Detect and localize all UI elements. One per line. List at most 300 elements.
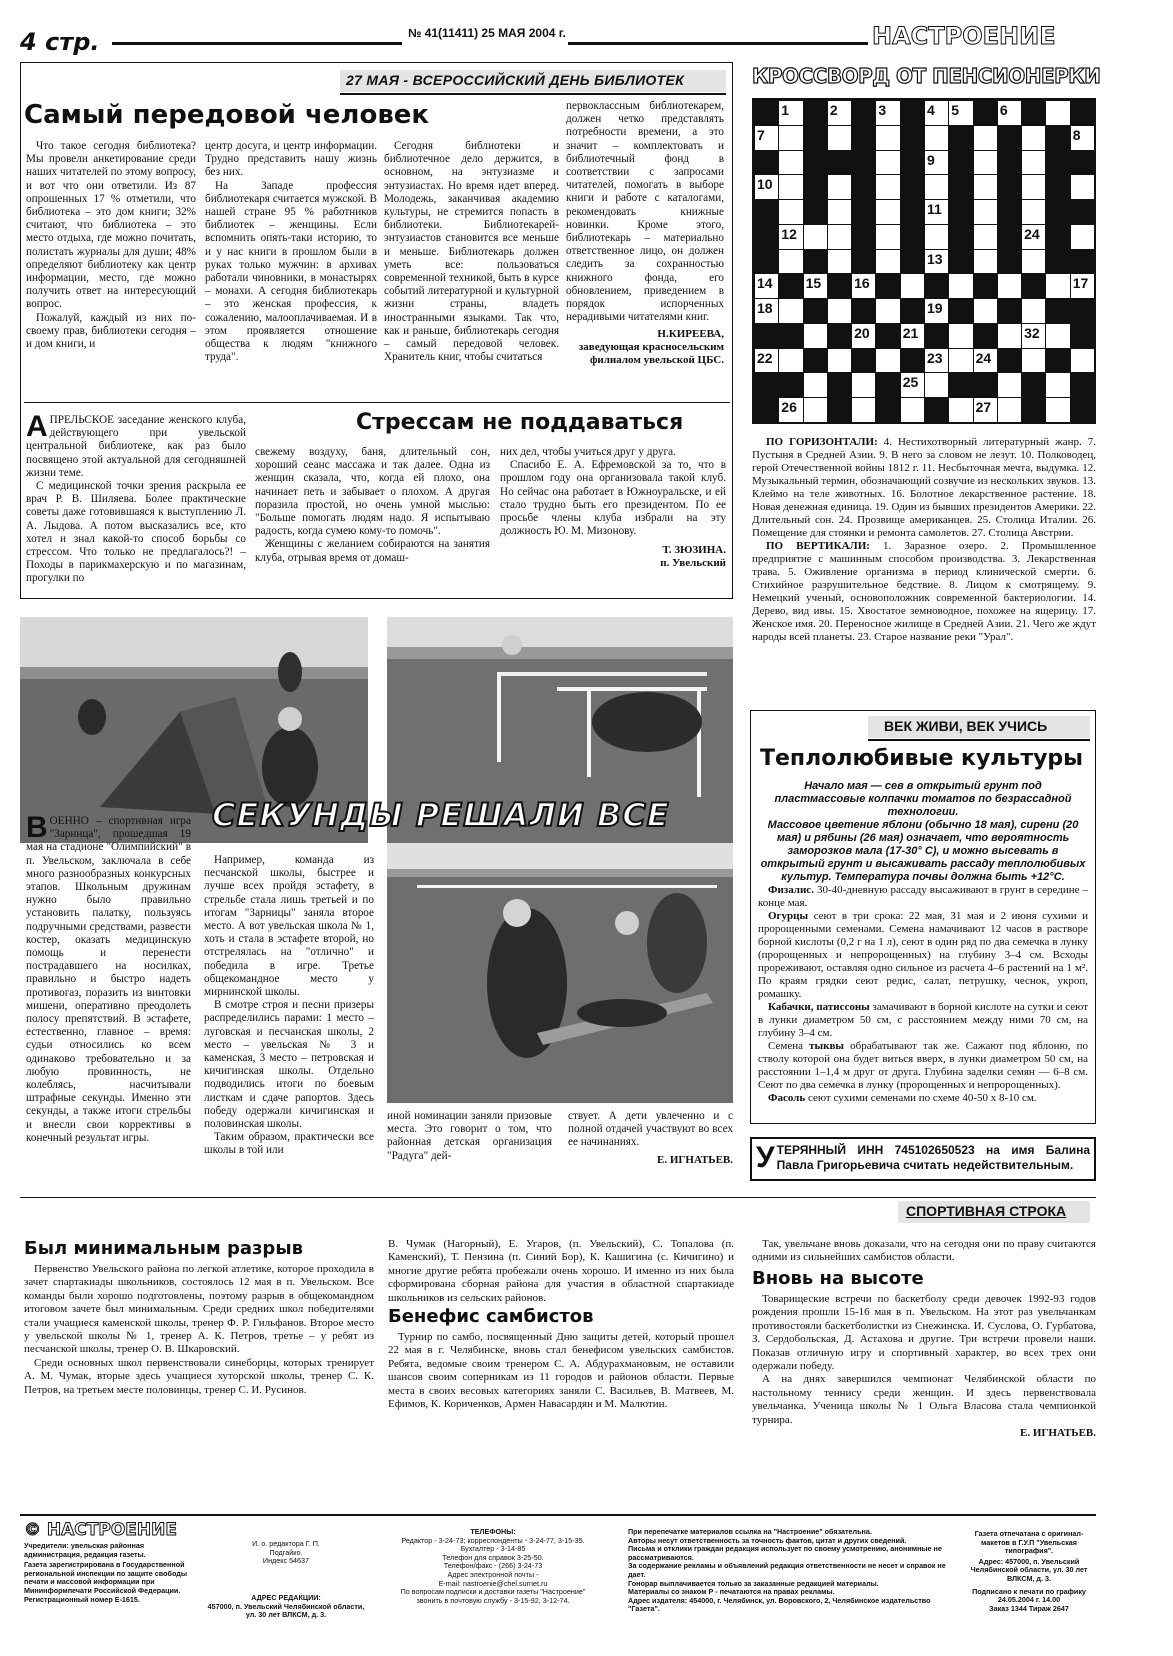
footer-phone-line: Телефон для справок 3-25-50. <box>442 1552 544 1562</box>
crossword-down <box>752 540 1096 644</box>
crossword-cell <box>827 372 852 398</box>
crossword-cell <box>900 397 925 423</box>
crossword-cell <box>948 348 973 374</box>
garden-p1 <box>758 884 1088 910</box>
crossword-cell <box>875 174 900 200</box>
garden-p2-head: Огурцы <box>768 910 809 922</box>
library-col4-text: первоклассным библиотекарем, должен четко представлять потребности времени, а это значит – комплектовать и библиотечный фонд в соответствии с запросами читателей, помогать в выборе книги и работе с каталогами, рекомендовать книжные новинки. Кроме этого, библиотекарь – материально ответственное лицо, он должен следить за сохранностью книжного фонда, его обновлением, приведением в порядок испорченных нерадивыми читателями книг. <box>566 100 724 324</box>
crossword-cell <box>1021 397 1046 423</box>
library-col1b-text: Пожалуй, каждый из них по-своему прав, библиотеки сегодня – и дом книги, и <box>26 311 196 351</box>
footer-rule-line: Авторы несут ответственность за точность фактов, цитат и других сведений. <box>628 1535 907 1545</box>
crossword-cell <box>1070 323 1095 349</box>
crossword-cell <box>948 174 973 200</box>
crossword-cell <box>997 249 1022 275</box>
crossword-cell <box>1045 199 1070 225</box>
sport-a1-cont <box>388 1238 734 1305</box>
library-col2b-text: На Западе профессия библиотекаря считается мужской. В нашей стране 95 % работников библиотек – женщины. Если вспомнить опять-таки историю, то и у нас книги в прошлом были в руках только мужчин: в архивах работали чиновники, в монастырях – монахи. А сегодня библиотекарь – это женская профессия, к сожалению, малооплачиваемая. И в этом проявляется отношение общества к людям "книжного труда". <box>205 179 377 364</box>
crossword-cell <box>900 224 925 250</box>
sport-a1-body <box>24 1263 374 1397</box>
crossword-grid <box>752 98 1096 424</box>
crossword-cell <box>1021 150 1046 176</box>
garden-p3-head: Кабачки, патиссоны <box>768 1001 870 1013</box>
stress-col2-text: свежему воздуху, баня, длительный сон, хороший сеанс массажа и так далее. Одна из женщин сказала, что, когда ей плохо, она начинает петь и забывает о плохом. А другая поразила простой, но очень умной мыслью: "Больше помогать людям надо. Я испытываю радость, когда сумею кому-то помочь". <box>255 446 490 538</box>
crossword-cell <box>900 298 925 324</box>
crossword-cell <box>997 224 1022 250</box>
crossword-number: 24 <box>975 349 992 366</box>
crossword-cell <box>1045 372 1070 398</box>
crossword-cell <box>973 372 998 398</box>
crossword-cell <box>851 298 876 324</box>
crossword-cell <box>924 397 949 423</box>
footer-rule-line: Адрес издателя: 454000, г. Челябинск, ул. Воровского, 2, Челябинское издательство "Газета". <box>628 1595 931 1614</box>
crossword-cell <box>1045 298 1070 324</box>
crossword-cell <box>900 100 925 126</box>
crossword-number: 4 <box>927 102 935 118</box>
sport-a1-cont-text: В. Чумак (Нагорный), Е. Угаров, (п. Увельский), С. Топалова (п. Каменский), Т. Пензина (п. Синий Бор), К. Кашигина (с. Кичигино) и многие другие ребята пробежали очень хорошо. И именно из них была сформирована сборная района для участия в областной спартакиаде школьников из сельских районов. <box>388 1238 734 1304</box>
crossword-cell <box>1045 150 1070 176</box>
crossword-cell <box>803 100 828 126</box>
footer-registered-text: Газета зарегистрирована в Государственной региональной инспекции по защите свободы печати и массовой информации при Мининформпечати Российской Федерации. Регистрационный номер Е-1615. <box>24 1560 187 1604</box>
zarnitsa-col-2 <box>204 854 374 1158</box>
crossword-cell <box>900 125 925 151</box>
crossword-cell <box>900 150 925 176</box>
crossword-cell <box>851 348 876 374</box>
crossword-cell <box>851 174 876 200</box>
crossword-cell <box>1070 150 1095 176</box>
sport-sign: Е. ИГНАТЬЕВ. <box>1020 1427 1096 1440</box>
crossword-cell <box>1070 199 1095 225</box>
crossword-cell <box>1021 174 1046 200</box>
lost-text: ТЕРЯННЫЙ ИНН 745102650523 на имя Балина Павла Григорьевича считать недействительным. <box>776 1143 1090 1172</box>
crossword-cell <box>754 249 779 275</box>
library-col-2 <box>205 140 377 364</box>
crossword-cell <box>1045 125 1070 151</box>
crossword-across-text: 4. Нестихотворный литературный жанр. 7. Пустыня в Средней Азии. 9. В него за словом не лезут. 10. Полководец, герой Отечественной войны 1812 г. 11. Несбыточная мечта, выдумка. 12. Музыкальный термин, обозначающий созвучие из нескольких звуков. 13. Клеймо на теле животных. 16. Болотное лекарственное растение. 18. Новая денежная единица. 19. Один из бывших президентов Америки. 22. Длительный сон. 24. Прозвище американцев. 25. Столица Италии. 26. Помещение для стоянки и ремонта самолетов. 27. Столица Австрии. <box>752 436 1097 539</box>
header-rule-left <box>112 42 402 45</box>
garden-p5-head: Фасоль <box>768 1092 806 1104</box>
crossword-cell <box>973 323 998 349</box>
sport-a2-body <box>388 1331 734 1411</box>
crossword-number: 27 <box>975 399 992 416</box>
footer-phones-title: ТЕЛЕФОНЫ: <box>470 1527 516 1536</box>
garden-p5-text: сеют сухими семенами по схеме 40-50 х 8-10 см. <box>807 1092 1037 1104</box>
crossword-cell <box>948 224 973 250</box>
crossword-cell <box>900 348 925 374</box>
crossword-cell <box>778 249 803 275</box>
garden-p4-head: тыквы <box>809 1040 844 1052</box>
crossword-cell <box>924 273 949 299</box>
crossword-cell <box>997 125 1022 151</box>
crossword-number: 13 <box>927 250 943 267</box>
footer-address-text: 457000, п. Увельский Челябинской области, ул. 30 лет ВЛКСМ, д. 3. <box>207 1601 365 1620</box>
crossword-cell <box>997 273 1022 299</box>
footer-printed-text: Газета отпечатана с оригинал-макетов в Г.У.П "Увельская типография". <box>974 1529 1084 1556</box>
crossword-cell <box>875 298 900 324</box>
footer-phone-line: Редактор - 3-24-73; корреспонденты - 3-24-77, 3-15-35. <box>401 1535 585 1545</box>
garden-kicker-rule <box>868 739 1090 741</box>
footer-index-text: Индекс 54637 <box>262 1556 310 1566</box>
crossword-cell <box>900 273 925 299</box>
crossword-cell <box>1070 348 1095 374</box>
crossword-cell <box>827 323 852 349</box>
footer-rule <box>20 1514 1096 1516</box>
crossword-cell <box>778 372 803 398</box>
library-kicker-rule <box>340 93 726 95</box>
crossword-cell <box>997 372 1022 398</box>
crossword-cell <box>1021 298 1046 324</box>
crossword-cell <box>754 397 779 423</box>
crossword-cell <box>851 372 876 398</box>
crossword-cell <box>827 397 852 423</box>
crossword-cell <box>948 323 973 349</box>
crossword-cell <box>973 100 998 126</box>
crossword-cell <box>875 273 900 299</box>
crossword-cell <box>875 323 900 349</box>
crossword-cell <box>1021 249 1046 275</box>
crossword-cell <box>900 174 925 200</box>
library-col-1 <box>26 140 196 351</box>
crossword-number: 25 <box>902 374 919 391</box>
crossword-number: 21 <box>902 324 919 341</box>
footer-founders-text: Учредители: увельская районная администрация, редакция газеты. <box>24 1541 146 1559</box>
library-sign-role: заведующая красносельским филиалом увельской ЦБС. <box>578 341 724 367</box>
footer-rules-list <box>628 1528 952 1614</box>
crossword-cell <box>803 372 828 398</box>
sport-a1-title: Был минимальным разрыв <box>24 1238 303 1259</box>
footer-rule-line: Материалы со знаком Р - печатаются на правах рекламы. <box>628 1587 835 1597</box>
crossword-number: 12 <box>781 225 797 242</box>
crossword-cell <box>851 249 876 275</box>
footer-address-title: АДРЕС РЕДАКЦИИ: <box>251 1593 321 1602</box>
crossword-cell <box>1070 100 1095 126</box>
footer-phone-line: Адрес электронной почты - <box>447 1569 539 1579</box>
footer-rule-line: За содержание рекламы и объявлений редакция ответственности не несет и справок не дает. <box>628 1561 946 1579</box>
stress-col1-text: ПРЕЛЬСКОЕ заседание женского клуба, действующего при увельской центральной библиотеке, как раз было посвящено этой актуальной для сегодняшней жизни теме. <box>26 414 246 479</box>
stress-sign-role: п. Увельский <box>660 557 726 570</box>
crossword-number: 19 <box>927 300 943 317</box>
crossword-cell <box>948 372 973 398</box>
footer-address <box>202 1594 370 1620</box>
garden-p1-text: 30-40-дневную рассаду высаживают в грунт в середине – конце мая. <box>758 884 1089 909</box>
crossword-cell <box>997 397 1022 423</box>
crossword-cell <box>827 125 852 151</box>
crossword-number: 24 <box>1024 225 1040 242</box>
zarnitsa-col-3 <box>387 1110 552 1163</box>
library-col-3 <box>384 140 559 364</box>
footer-rule-line: Письма и отклики граждан редакция использует по своему усмотрению, анонимные не рассматриваются. <box>628 1544 942 1562</box>
crossword-cell <box>827 150 852 176</box>
garden-p4 <box>758 1040 1088 1092</box>
brand-logo: НАСТРОЕНИЕ <box>872 22 1056 50</box>
crossword-cell <box>754 199 779 225</box>
crossword-cell <box>875 199 900 225</box>
crossword-number: 26 <box>781 399 797 416</box>
crossword-cell <box>778 348 803 374</box>
crossword-number: 20 <box>854 324 870 341</box>
zarnitsa-col2b-text: В смотре строя и песни призеры распределились парами: 1 место – луговская и песчанская школы, 2 место – увельская № 3 и каменская, 3 место – петровская и кичигинская школы. Отдельно подводились итоги по боевым листкам и сдаче рапортов. Здесь победу одержали кичигинская и половинская школы. <box>204 999 374 1131</box>
footer-rules <box>628 1528 952 1614</box>
crossword-cell <box>1045 323 1070 349</box>
crossword-cell <box>875 348 900 374</box>
crossword-cell <box>754 224 779 250</box>
crossword-cell <box>803 323 828 349</box>
crossword-number: 14 <box>757 275 773 292</box>
crossword-number: 18 <box>757 300 773 317</box>
garden-body <box>758 780 1088 1105</box>
sport-a1-p2: Среди основных школ первенствовали синеборцы, которых тренирует А. М. Чумак, вторые здесь учащиеся хуторской школы, тренер С. К. Петров, на третьем месте половинцы, тренер С. И. Русинов. <box>24 1356 374 1396</box>
footer-signed: Подписано к печати по графику 24.05.2004 г. 14.00 <box>972 1586 1086 1605</box>
sport-a2-cont-text: Так, увельчане вновь доказали, что на сегодня они по праву считаются одними из сильнейших самбистов области. <box>752 1238 1096 1264</box>
crossword-cell <box>1021 199 1046 225</box>
footer-phone-line: звонить в почтовую службу - 3-15-92, 3-12-74. <box>416 1595 570 1605</box>
stress-col-1 <box>26 410 246 586</box>
garden-p3-text: замачивают в борной кислоте на сутки и сеют в лунки диаметром 50 см, с расстоянием между ними 70 см, на глубину 3–4 см. <box>758 1001 1088 1039</box>
library-divider <box>24 402 730 403</box>
garden-p2-text: сеют в три срока: 22 мая, 31 мая и 2 июня сухими и пророщенными семенами. Семена намачивают 12 часов в растворе борной кислоты (0,2 г на 1 л), сеют в один ряд по два семечка в лунку (пророщенных и непророщенных) на глубину 3–4 см. Всходы прореживают, оставляя одно сильное из расчета 4–6 растений на 1 м². По краям грядки сеют редис, салат, петрушку, чеснок, укроп, ромашку. <box>758 910 1088 1000</box>
library-col-4 <box>566 100 724 367</box>
zarnitsa-col-4 <box>568 1110 733 1167</box>
crossword-cell <box>875 150 900 176</box>
footer-phones <box>382 1528 604 1605</box>
zarnitsa-dropcap: В <box>26 811 48 844</box>
stress-col-2 <box>255 446 490 565</box>
crossword-cell <box>851 199 876 225</box>
crossword-cell <box>1021 348 1046 374</box>
footer-phone-line: Бухгалтер - 3-14-85 <box>460 1544 526 1554</box>
sport-a3-title: Вновь на высоте <box>752 1268 924 1289</box>
crossword-cell <box>875 372 900 398</box>
crossword-number: 23 <box>927 349 943 366</box>
crossword-cell <box>973 125 998 151</box>
crossword-number: 8 <box>1072 126 1081 143</box>
photo-stretcher <box>387 843 733 1103</box>
garden-p4-pre: Семена <box>768 1040 803 1052</box>
footer-phone-line: Телефон/факс - (266) 3-24-73 <box>443 1561 543 1571</box>
crossword-number: 6 <box>999 102 1008 118</box>
crossword-number: 7 <box>757 126 765 143</box>
library-col1-text: Что такое сегодня библиотека? Мы провели анкетирование среди наших читателей по этому вопросу, и вот что они ответили. Из 87 опрошенных 17 % отметили, что библиотека – это дом книги; 32% считают, что библиотека – это место отдыха, где можно почитать, полистать журналы для души; 48% определяют библиотеку как центр информации, место, где можно получить ответ на интересующий вопрос. <box>26 140 196 311</box>
crossword-cell <box>948 199 973 225</box>
crossword-cell <box>778 150 803 176</box>
crossword-cell <box>803 348 828 374</box>
crossword-number: 32 <box>1024 324 1040 341</box>
crossword-cell <box>997 348 1022 374</box>
lost-notice <box>756 1143 1090 1173</box>
crossword-cell <box>851 125 876 151</box>
crossword-cell <box>924 323 949 349</box>
sport-a3-p2: А на днях завершился чемпионат Челябинской области по настольному теннису среди женщин. И здесь первенствовала увельчанка. Ученица школы № 1 Ольга Власова стала чемпионкой турнира. <box>752 1373 1096 1426</box>
crossword-cell <box>1070 224 1095 250</box>
crossword-cell <box>1045 249 1070 275</box>
crossword-cell <box>948 150 973 176</box>
garden-kicker: ВЕК ЖИВИ, ВЕК УЧИСЬ <box>884 718 1048 734</box>
crossword-cell <box>973 249 998 275</box>
crossword-cell <box>1045 397 1070 423</box>
crossword-cell <box>851 397 876 423</box>
footer-phones-list <box>382 1537 604 1606</box>
stress-col3-text: них дел, чтобы учиться друг у друга. <box>500 446 676 458</box>
footer-editor-text: И. о. редактора Г. П. Подгайко. <box>252 1539 320 1557</box>
library-col2-text: центр досуга, и центр информации. Трудно представить нашу жизнь без них. <box>205 140 377 179</box>
zarnitsa-sign: Е. ИГНАТЬЕВ. <box>657 1153 733 1166</box>
library-kicker: 27 МАЯ - ВСЕРОССИЙСКИЙ ДЕНЬ БИБЛИОТЕК <box>346 72 685 88</box>
crossword-down-text: 1. Заразное озеро. 2. Промышленное предприятие с машинным способом производства. 3. Лекарственная трава. 5. Оживление организма в период клинической смерти. 6. Стихийное разрушительное бедствие. 8. Лицом к смотрящему. 9. Немецкий ученый, основоположник современной бактериологии. 14. Дерево, вид ивы. 15. Хвостатое земноводное, похожее на ящерицу. 17. Женское имя. 20. Переносное жилище в Средней Азии. 21. Чего же ждут народы всей планеты. 23. Старое название реки "Урал". <box>752 540 1096 643</box>
crossword-cell <box>778 323 803 349</box>
stress-title: Стрессам не поддаваться <box>356 410 684 435</box>
crossword-cell <box>1045 100 1070 126</box>
crossword-cell <box>827 273 852 299</box>
crossword-cell <box>1021 100 1046 126</box>
crossword-cell <box>827 249 852 275</box>
crossword-cell <box>973 174 998 200</box>
garden-lead-2: Массовое цветение яблони (обычно 18 мая), сирени (20 мая) и рябины (26 мая) означает, что вероятность заморозков мала (17-30° С), и можно высевать в открытый грунт и высаживать рассаду теплолюбивых культур. Температура почвы должна быть +12°С. <box>760 819 1086 883</box>
crossword-cell <box>851 150 876 176</box>
crossword-cell <box>827 224 852 250</box>
crossword-cell <box>875 125 900 151</box>
crossword-cell <box>827 298 852 324</box>
zarnitsa-col1-text: ОЕННО – спортивная игра "Зарница", прошедшая 19 мая на стадионе "Олимпийский" в п. Увельском, заключала в себе много разнообразных конкурсных этапов. Школьным дружинам нужно было правильно установить палатку, пользуясь подручными средствами, развести костер, оказать медицинскую помощь и перенести пострадавшего на носилках, правильно и быстро надеть противогаз, поразить из винтовки мишени, оперативно преодолеть полосу препятствий. В эстафете, естественно, главное – время: судьи относились ко всем одинаково требовательно и за любую провинность, не колеблясь, насчитывали штрафные секунды. Именно эти секунды, а также итоги стрельбы и внесли свои коррективы в конечный результат игры. <box>26 815 191 1144</box>
crossword-cell <box>803 298 828 324</box>
footer-founders <box>24 1542 192 1604</box>
footer-printed <box>964 1530 1094 1613</box>
crossword-cell <box>851 224 876 250</box>
issue-date: № 41(11411) 25 МАЯ 2004 г. <box>408 26 566 40</box>
footer-editor <box>236 1540 336 1566</box>
garden-p4-text: обрабатывают так же. Сажают под яблоню, по стволу которой она будет виться вверх, в лунки диаметром 50 см, на расстоянии 1–1,4 м друг от друга. Глубина заделки семян — 6–8 см. Сеют по два семечка в лунку (пророщенных и непророщенных). <box>758 1040 1088 1091</box>
crossword-cell <box>1021 125 1046 151</box>
crossword-cell <box>924 174 949 200</box>
crossword-across-label: ПО ГОРИЗОНТАЛИ: <box>766 436 878 448</box>
crossword-cell <box>1070 397 1095 423</box>
crossword-cell <box>924 224 949 250</box>
crossword-cell <box>1045 348 1070 374</box>
stress-col3b-text: Спасибо Е. А. Ефремовской за то, что в прошлом году она организовала такой клуб. Но сейчас она работает в Южноуральске, и ей стало трудно быть его президентом. По ее просьбе члены клуба избрали на эту должность Ю. М. Мизонову. <box>500 459 726 538</box>
crossword-cell <box>827 199 852 225</box>
crossword-cell <box>803 224 828 250</box>
crossword-cell <box>924 125 949 151</box>
crossword-number: 15 <box>805 275 822 292</box>
crossword-cell <box>827 348 852 374</box>
library-sign-name: Н.КИРЕЕВА, <box>657 328 724 341</box>
crossword-cell <box>948 298 973 324</box>
crossword-number: 16 <box>854 275 870 292</box>
crossword-cell <box>875 249 900 275</box>
lost-dropcap: У <box>756 1141 775 1174</box>
zarnitsa-col1-para <box>26 811 191 1145</box>
crossword-cell <box>973 199 998 225</box>
crossword-cell <box>1070 174 1095 200</box>
crossword-cell <box>973 273 998 299</box>
crossword-across <box>752 436 1096 540</box>
stress-col-3 <box>500 446 726 570</box>
crossword-number: 22 <box>757 349 773 366</box>
footer-phone-line: E-mail: nastroenie@chel.surnet.ru <box>438 1578 548 1588</box>
page-number: 4 стр. <box>20 28 100 56</box>
stress-col1-para <box>26 410 246 480</box>
crossword-cell <box>973 298 998 324</box>
crossword-down-label: ПО ВЕРТИКАЛИ: <box>766 540 870 552</box>
crossword-cell <box>754 150 779 176</box>
crossword-cell <box>1070 298 1095 324</box>
crossword-cell <box>973 224 998 250</box>
crossword-cell <box>778 298 803 324</box>
crossword-cell <box>924 372 949 398</box>
crossword-cell <box>1021 273 1046 299</box>
crossword-cell <box>827 174 852 200</box>
zarnitsa-title: СЕКУНДЫ РЕШАЛИ ВСЕ <box>212 796 670 834</box>
crossword-cell <box>997 150 1022 176</box>
stress-dropcap: А <box>26 410 48 443</box>
crossword-cell <box>948 125 973 151</box>
sport-a3-body <box>752 1293 1096 1440</box>
footer-rule-line: При перепечатке материалов ссылка на "Настроение" обязательна. <box>628 1527 872 1536</box>
footer-rule-line: Гонорар выплачивается только за заказанные редакцией материалы. <box>628 1578 879 1588</box>
zarnitsa-col4-text: ствует. А дети увлеченно и с полной отдачей участвуют во всех ее начинаниях. <box>568 1110 733 1149</box>
crossword-cell <box>997 323 1022 349</box>
sport-a3-p1: Товарищеские встречи по баскетболу среди девочек 1992-93 годов рождения прошли 15-16 мая в п. Увельском. На этот раз увельчанкам противостояли баскетболистки из Снежинска. И. Суслова, О. Гурбатова, З. Сердобольская, Д. Астахова и другие. Три встречи провели наши. Показав отличную игру и спортивный характер, во всех трех они одержали победу. <box>752 1293 1096 1373</box>
zarnitsa-col2-text: Например, команда из песчанской школы, быстрее и лучше всех пройдя эстафету, в стрельбе стала лишь третьей и по итогам "Зарницы" заняла второе место. А вот увельская школа № 1, хоть и стала в эстафете второй, но отстрелялась на "отлично" и победила в игре. Третье общекомандное место у мирнинской школы. <box>204 854 374 999</box>
crossword-cell <box>1070 372 1095 398</box>
crossword-cell <box>1045 174 1070 200</box>
crossword-cell <box>973 150 998 176</box>
crossword-clues <box>752 436 1096 644</box>
crossword-cell <box>778 199 803 225</box>
stress-col1b-text: С медицинской точки зрения раскрыла ее врач Р. В. Шиляева. Более практические советы даже готовившаяся к выступлению Л. А. Лыдова. А потом высказались все, кто хотел и знал какой-то способ борьбы со стрессом. Что только не предлагалось?! – Походы в парикмахерскую и по магазинам, прогулки по <box>26 480 246 585</box>
crossword-cell <box>1045 273 1070 299</box>
crossword-cell <box>900 199 925 225</box>
crossword-cell <box>803 397 828 423</box>
crossword-title: КРОССВОРД ОТ ПЕНСИОНЕРКИ <box>752 64 1101 88</box>
crossword-number: 3 <box>878 102 887 118</box>
crossword-cell <box>803 125 828 151</box>
crossword-cell <box>875 224 900 250</box>
garden-title: Теплолюбивые культуры <box>760 746 1084 771</box>
sport-a2-text: Турнир по самбо, посвященный Дню защиты детей, который прошел 22 мая в г. Челябинске, вновь стал бенефисом увельских самбистов. Ребята, ведомые своим тренером С. А. Абдурахмановым, не оставили шансов своим соперникам из 11 городов и районов области. Первые места в своих весовых категориях заняли С. Васильев, В. Матвеев, М. Ефимов, К. Кориченков, Армен Навасардян и М. Малютин. <box>388 1331 734 1411</box>
crossword-cell <box>997 298 1022 324</box>
crossword-cell <box>1021 372 1046 398</box>
crossword-cell <box>948 249 973 275</box>
crossword-cell <box>851 100 876 126</box>
footer-phone-line: По вопросам подписки и доставки газеты "Настроение" <box>400 1587 586 1597</box>
crossword-cell <box>1070 249 1095 275</box>
crossword-number: 1 <box>781 102 790 118</box>
crossword-cell <box>778 273 803 299</box>
library-col3-text: Сегодня библиотеки и библиотечное дело держится, в основном, на энтузиазме и энтузиастах. Но время идет вперед. Молодежь, заканчивая академию культуры, не стремится попасть в библиотеки. Библиотекарей-энтузиастов становится все меньше и меньше. Библиотекарь должен уметь все: пользоваться современной техникой, быть в курсе событий литературной и культурной жизни страны, владеть иностранными языками. Так что, как и раньше, библиотекарь сегодня – самый передовой человек. Хранитель книг, чтобы считаться <box>384 140 559 364</box>
garden-lead-1: Начало мая — сев в открытый грунт под пластмассовые колпачки томатов по безрассадной технологии. <box>774 780 1072 818</box>
footer-order: Заказ 1344 Тираж 2647 <box>989 1603 1069 1613</box>
crossword-cell <box>997 199 1022 225</box>
sport-kicker: СПОРТИВНАЯ СТРОКА <box>906 1203 1067 1219</box>
crossword-cell <box>875 397 900 423</box>
crossword-cell <box>754 100 779 126</box>
zarnitsa-col-1 <box>26 811 191 1145</box>
crossword-cell <box>997 174 1022 200</box>
crossword-cell <box>948 273 973 299</box>
crossword-cell <box>803 150 828 176</box>
crossword-number: 11 <box>927 201 942 218</box>
stress-sign-name: Т. ЗЮЗИНА. <box>662 544 726 557</box>
crossword-cell <box>900 249 925 275</box>
zarnitsa-col2c-text: Таким образом, практически все школы в той или <box>204 1131 374 1157</box>
crossword-cell <box>803 199 828 225</box>
crossword-number: 9 <box>927 151 935 168</box>
crossword-cell <box>803 174 828 200</box>
header-rule-right <box>568 42 868 45</box>
crossword-number: 10 <box>757 176 773 193</box>
zarnitsa-col3-text: иной номинации заняли призовые места. Это говорит о том, что районная детская организация "Радуга" дей- <box>387 1110 552 1162</box>
garden-p3 <box>758 1001 1088 1040</box>
crossword-cell <box>1045 224 1070 250</box>
